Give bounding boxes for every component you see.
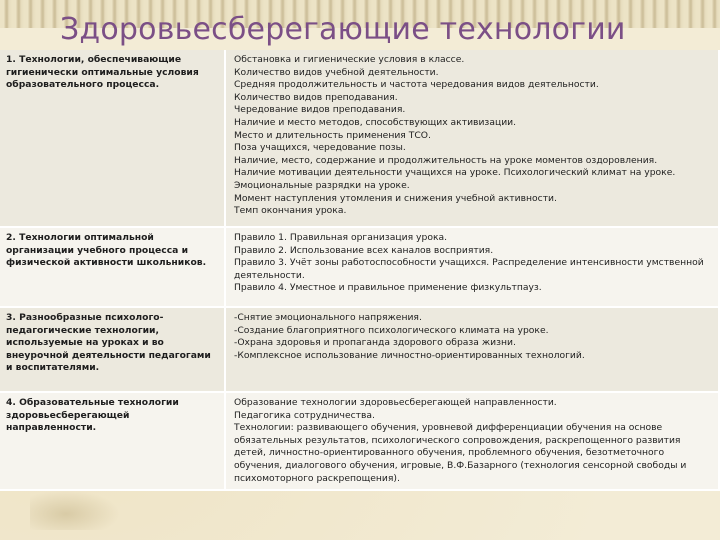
list-item: Поза учащихся, чередование позы. xyxy=(234,142,406,154)
row-2-technology: 2. Технологии оптимальной организации учебного процесса и физической активности школьников. xyxy=(0,227,225,307)
list-item: Темп окончания урока. xyxy=(234,205,347,217)
table-row xyxy=(0,50,719,227)
technologies-table xyxy=(0,50,720,491)
row-3-criteria xyxy=(225,307,719,392)
list-item: Момент наступления утомления и снижения учебной активности. xyxy=(234,192,557,204)
table-row xyxy=(0,227,719,307)
list-item: Эмоциональные разрядки на уроке. xyxy=(234,179,410,191)
row-3-technology: 3. Разнообразные психолого-педагогические технологии, используемые на уроках и во внеурочной деятельности педагогами и воспитателями. xyxy=(0,307,225,392)
list-item: Правило 3. Учёт зоны работоспособности учащихся. Распределение интенсивности умственной деятельности. xyxy=(234,257,704,281)
list-item: Правило 2. Использование всех каналов восприятия. xyxy=(234,244,494,256)
row-4-technology: 4. Образовательные технологии здоровьесберегающей направленности. xyxy=(0,392,225,490)
list-item: Чередование видов преподавания. xyxy=(234,104,406,116)
list-item: Образование технологии здоровьесберегающей направленности. xyxy=(234,397,557,408)
row-2-criteria xyxy=(225,227,719,307)
list-item: Технологии: развивающего обучения, уровневой дифференциации обучения на основе обязательных результатов, психологического сопровождения, раскрепощенного развития детей, личностно-ориентированного обучения, проблемного обучения, безотметочного обучения, диалогового обучения, игровые, В.Ф.Базарного (технология сенсорной свободы и психомоторного раскрепощения). xyxy=(234,422,687,484)
row-1-technology: 1. Технологии, обеспечивающие гигиенически оптимальные условия образовательного процесса. xyxy=(0,50,225,227)
table-row xyxy=(0,392,719,490)
list-item: Наличие, место, содержание и продолжительность на уроке моментов оздоровления. xyxy=(234,154,658,166)
slide-title: Здоровьесберегающие технологии xyxy=(60,12,626,47)
list-item: -Комплексное использование личностно-ориентированных технологий. xyxy=(234,349,585,361)
list-item: -Создание благоприятного психологического климата на уроке. xyxy=(234,324,549,336)
decorative-corner-image xyxy=(30,490,120,530)
list-item: Педагогика сотрудничества. xyxy=(234,409,375,421)
list-item: Количество видов преподавания. xyxy=(234,91,398,103)
row-1-criteria xyxy=(225,50,719,227)
list-item: Наличие и место методов, способствующих активизации. xyxy=(234,116,517,128)
list-item: Обстановка и гигиенические условия в классе. xyxy=(234,54,465,65)
list-item: Средняя продолжительность и частота чередования видов деятельности. xyxy=(234,79,599,91)
table-row xyxy=(0,307,719,392)
list-item: -Снятие эмоционального напряжения. xyxy=(234,312,422,323)
row-4-criteria xyxy=(225,392,719,490)
list-item: Место и длительность применения ТСО. xyxy=(234,129,431,141)
list-item: Наличие мотивации деятельности учащихся на уроке. Психологический климат на уроке. xyxy=(234,167,676,179)
list-item: Количество видов учебной деятельности. xyxy=(234,66,439,78)
list-item: -Охрана здоровья и пропаганда здорового образа жизни. xyxy=(234,337,516,349)
list-item: Правило 1. Правильная организация урока. xyxy=(234,232,448,243)
list-item: Правило 4. Уместное и правильное применение физкультпауз. xyxy=(234,282,542,294)
